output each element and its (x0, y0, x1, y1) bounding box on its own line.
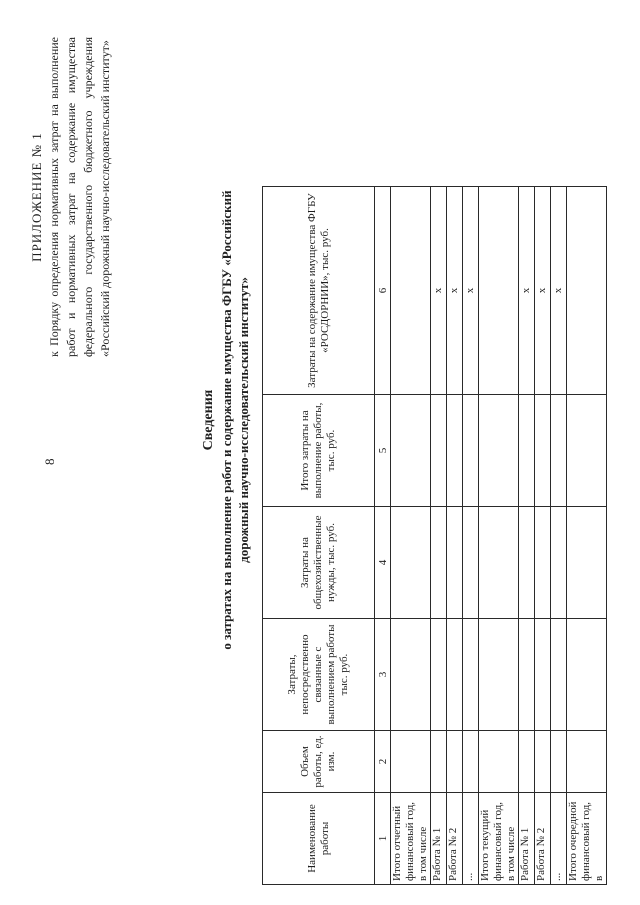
table-row (447, 187, 463, 885)
page-number: 8 (42, 458, 57, 465)
table-cell (447, 619, 463, 731)
table-cell (535, 507, 551, 619)
table-cell (391, 507, 431, 619)
column-number: 2 (375, 731, 391, 793)
table-cell (431, 619, 447, 731)
table-cell (463, 395, 479, 507)
table-cell (519, 395, 535, 507)
cross-mark: х (551, 187, 567, 395)
table-cell (535, 731, 551, 793)
document-subtitle: о затратах на выполнение работ и содержание имущества ФГБУ «Российский дорожный научно-исследовательский институт» (219, 190, 251, 650)
column-number: 6 (375, 187, 391, 395)
table-cell (447, 395, 463, 507)
column-number: 4 (375, 507, 391, 619)
row-label: Работа № 1 (431, 793, 447, 885)
table-header-row (263, 187, 375, 885)
appendix-text: к Порядку определения нормативных затрат на выполнение работ и нормативных затрат на содержание имущества федерального государственного бюджетного учреждения «Российский дорожный научно-исследовательский институт» (47, 37, 112, 357)
cross-mark: х (535, 187, 551, 395)
row-label: Работа № 2 (535, 793, 551, 885)
table-cell (567, 187, 607, 395)
table-row (391, 187, 431, 885)
table-row (431, 187, 447, 885)
table-cell (551, 619, 567, 731)
column-header: Затраты, непосредственно связанные с выполнением работы тыс. руб. (263, 619, 375, 731)
table-cell (479, 619, 519, 731)
appendix-note (28, 37, 114, 357)
appendix-title: ПРИЛОЖЕНИЕ № 1 (29, 132, 44, 262)
costs-table (262, 186, 607, 885)
row-label: Итого очередной финансовый год, в (567, 793, 607, 885)
table-cell (551, 395, 567, 507)
table-cell (479, 187, 519, 395)
table-cell (519, 507, 535, 619)
table-cell (391, 187, 431, 395)
table-cell (519, 731, 535, 793)
cross-mark: х (447, 187, 463, 395)
table-cell (519, 619, 535, 731)
column-header: Объем работы, ед. изм. (263, 731, 375, 793)
table-cell (479, 731, 519, 793)
table-row (551, 187, 567, 885)
table-cell (463, 619, 479, 731)
column-header: Итого затраты на выполнение работы, тыс. руб. (263, 395, 375, 507)
column-header: Затраты на содержание имущества ФГБУ «РОСДОРНИИ», тыс. руб. (263, 187, 375, 395)
row-label: Итого отчетный финансовый год, в том числе (391, 793, 431, 885)
document-title: Сведения (201, 389, 216, 451)
table-cell (391, 619, 431, 731)
table-cell (551, 507, 567, 619)
table-cell (479, 395, 519, 507)
table-cell (447, 507, 463, 619)
cross-mark: х (431, 187, 447, 395)
row-label: ... (463, 793, 479, 885)
table-cell (567, 507, 607, 619)
table-row (535, 187, 551, 885)
cross-mark: х (519, 187, 535, 395)
table-row (463, 187, 479, 885)
table-cell (567, 619, 607, 731)
table-cell (463, 507, 479, 619)
column-number: 1 (375, 793, 391, 885)
row-label: Работа № 2 (447, 793, 463, 885)
document-heading (200, 165, 252, 675)
row-label: Итого текущий финансовый год, в том числе (479, 793, 519, 885)
table-cell (447, 731, 463, 793)
table-row (519, 187, 535, 885)
column-number: 5 (375, 395, 391, 507)
table-cell (535, 619, 551, 731)
table-cell (391, 731, 431, 793)
column-number: 3 (375, 619, 391, 731)
column-header: Затраты на общехозяйственные нужды, тыс. руб. (263, 507, 375, 619)
table-cell (431, 731, 447, 793)
table-cell (567, 395, 607, 507)
table-row (567, 187, 607, 885)
column-header: Наименование работы (263, 793, 375, 885)
column-numbers-row (375, 187, 391, 885)
table-row (479, 187, 519, 885)
table-cell (567, 731, 607, 793)
table-cell (479, 507, 519, 619)
table-cell (463, 731, 479, 793)
table-cell (431, 395, 447, 507)
table-cell (535, 395, 551, 507)
table-cell (391, 395, 431, 507)
table-cell (551, 731, 567, 793)
cross-mark: х (463, 187, 479, 395)
row-label: Работа № 1 (519, 793, 535, 885)
row-label: ... (551, 793, 567, 885)
table-cell (431, 507, 447, 619)
